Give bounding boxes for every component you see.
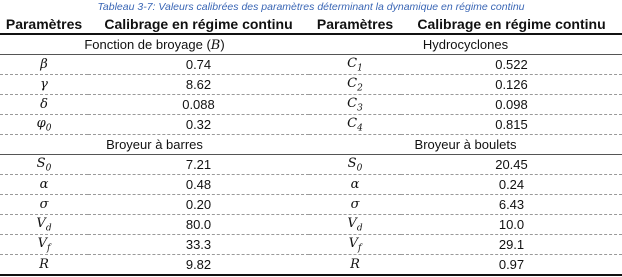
param-symbol-right-subscript: f [358,243,362,254]
param-value-right: 20.45 [401,155,622,175]
param-value-right: 0.098 [401,95,622,115]
param-symbol-left-subscript: 0 [45,163,52,174]
param-symbol-left [0,75,88,95]
section-fonction-broyage-symbol: B [210,37,221,53]
table-row [0,75,622,95]
param-symbol-left-subscript: 0 [45,123,52,134]
param-symbol-right [309,215,401,235]
param-symbol-right-subscript: 3 [357,103,363,114]
table-row [0,255,622,276]
param-symbol-right [309,255,401,276]
table-row [0,235,622,255]
calibration-table [0,14,622,276]
param-symbol-right-subscript: 4 [357,123,363,134]
param-symbol-left [0,155,88,175]
param-symbol-left [0,175,88,195]
param-symbol-right [309,155,401,175]
param-symbol-left [0,235,88,255]
section-row-bottom [0,135,622,155]
param-symbol-right-letter: σ [350,197,360,212]
table-row [0,155,622,175]
table-row [0,215,622,235]
param-symbol-right [309,115,401,135]
section-broyeur-boulets: Broyeur à boulets [309,135,622,155]
param-symbol-right [309,175,401,195]
param-value-right: 0.815 [401,115,622,135]
param-value-right: 0.126 [401,75,622,95]
section-fonction-broyage-prefix: Fonction de broyage ( [84,36,211,52]
table-row [0,115,622,135]
param-symbol-left-letter: φ [36,115,46,131]
param-symbol-right [309,95,401,115]
param-symbol-left-letter: V [37,235,48,251]
param-symbol-left-letter: δ [40,97,48,112]
param-symbol-left [0,215,88,235]
param-symbol-left-letter: σ [39,197,49,212]
param-value-left: 33.3 [88,235,309,255]
section-fonction-broyage [0,34,309,55]
param-value-right: 0.97 [401,255,622,276]
param-value-left: 8.62 [88,75,309,95]
section-hydrocyclones: Hydrocyclones [309,34,622,55]
param-symbol-left [0,255,88,276]
param-value-left: 0.088 [88,95,309,115]
param-symbol-left-letter: R [39,257,49,272]
param-value-right: 10.0 [401,215,622,235]
table-row [0,195,622,215]
header-row [0,14,622,34]
param-symbol-right-letter: C [347,55,358,71]
param-symbol-right-letter: S [347,155,357,171]
param-value-right: 6.43 [401,195,622,215]
param-symbol-left-letter: α [39,177,49,192]
param-value-right: 0.522 [401,55,622,75]
param-symbol-right-letter: α [350,177,360,192]
param-symbol-right-letter: V [348,235,359,251]
param-symbol-right [309,235,401,255]
table-row [0,55,622,75]
param-symbol-right-letter: C [347,115,358,131]
param-symbol-right-subscript: 2 [357,83,363,94]
param-value-left: 0.74 [88,55,309,75]
param-symbol-right-letter: V [347,215,357,231]
param-symbol-left [0,55,88,75]
param-value-left: 0.20 [88,195,309,215]
param-value-left: 0.32 [88,115,309,135]
param-value-left: 0.48 [88,175,309,195]
param-symbol-left [0,195,88,215]
param-symbol-left-subscript: d [45,223,52,234]
param-symbol-right-subscript: 0 [356,163,363,174]
param-value-left: 7.21 [88,155,309,175]
param-symbol-right-subscript: 1 [357,63,363,74]
section-fonction-broyage-suffix: ) [220,36,225,52]
table-caption: Tableau 3-7: Valeurs calibrées des paramètres déterminant la dynamique en régime continu [97,1,525,13]
param-value-left: 80.0 [88,215,309,235]
param-value-right: 29.1 [401,235,622,255]
param-symbol-left-letter: β [40,57,48,72]
param-symbol-right-letter: R [350,257,360,272]
param-symbol-right [309,55,401,75]
header-parametres-right: Paramètres [309,14,401,34]
section-row-top [0,34,622,55]
param-symbol-right [309,75,401,95]
param-symbol-right-subscript: d [356,223,363,234]
header-calibrage-right: Calibrage en régime continu [401,14,622,34]
param-symbol-left-letter: S [36,155,46,171]
param-value-right: 0.24 [401,175,622,195]
param-symbol-right [309,195,401,215]
section-broyeur-barres: Broyeur à barres [0,135,309,155]
param-symbol-left-letter: V [36,215,46,231]
header-calibrage-left: Calibrage en régime continu [88,14,309,34]
param-symbol-left-subscript: f [47,243,51,254]
param-symbol-left [0,115,88,135]
table-row [0,95,622,115]
param-symbol-left-letter: γ [40,77,48,92]
table-row [0,175,622,195]
header-parametres-left: Paramètres [0,14,88,34]
param-symbol-right-letter: C [347,95,358,111]
param-symbol-left [0,95,88,115]
param-symbol-right-letter: C [347,75,358,91]
param-value-left: 9.82 [88,255,309,276]
